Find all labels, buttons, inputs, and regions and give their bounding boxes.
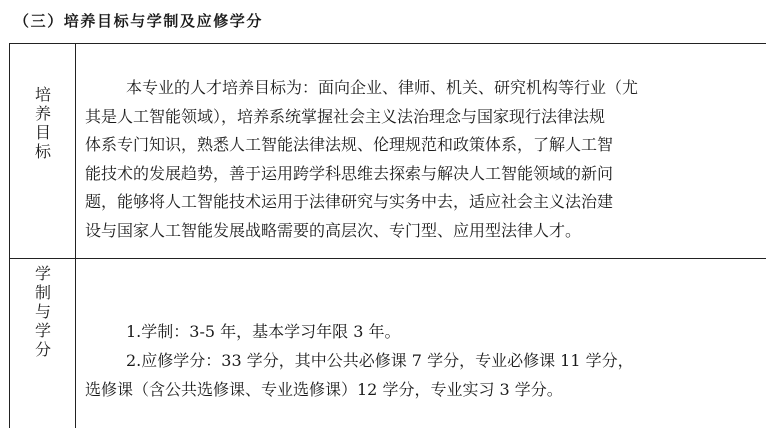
credits-line: 2.应修学分：33 学分，其中公共必修课 7 学分，专业必修课 11 学分，	[126, 351, 634, 370]
study-length-credits-text	[85, 317, 634, 404]
table-column-divider	[75, 44, 76, 428]
credits-line-continued: 选修课（含公共选修课、专业选修课）12 学分，专业实习 3 学分。	[85, 380, 563, 399]
training-goal-line: 设与国家人工智能发展战略需要的高层次、专门型、应用型法律人才。	[85, 220, 582, 240]
training-goal-text	[85, 74, 638, 246]
training-table	[9, 43, 766, 428]
training-goal-line: 本专业的人才培养目标为：面向企业、律师、机关、研究机构等行业（尤	[126, 78, 639, 97]
training-goal-line: 能技术的发展趋势，善于运用跨学科思维去探索与解决人工智能领域的新问	[85, 163, 614, 183]
table-row-divider	[9, 258, 766, 259]
table-border-left	[9, 44, 10, 428]
row-label-training-goal: 培 养 目 标	[34, 85, 51, 161]
training-goal-line: 其是人工智能领域），培养系统掌握社会主义法治理念与国家现行法律法规	[85, 106, 606, 126]
training-goal-line: 体系专门知识，熟悉人工智能法律法规、伦理规范和政策体系，了解人工智	[85, 135, 614, 155]
row-label-study-length-credits: 学 制 与 学 分	[34, 264, 51, 359]
training-goal-line: 题，能够将人工智能技术运用于法律研究与实务中去，适应社会主义法治建	[85, 192, 614, 212]
section-heading: （三）培养目标与学制及应修学分	[14, 12, 264, 30]
study-length-line: 1.学制：3-5 年，基本学习年限 3 年。	[126, 322, 401, 341]
